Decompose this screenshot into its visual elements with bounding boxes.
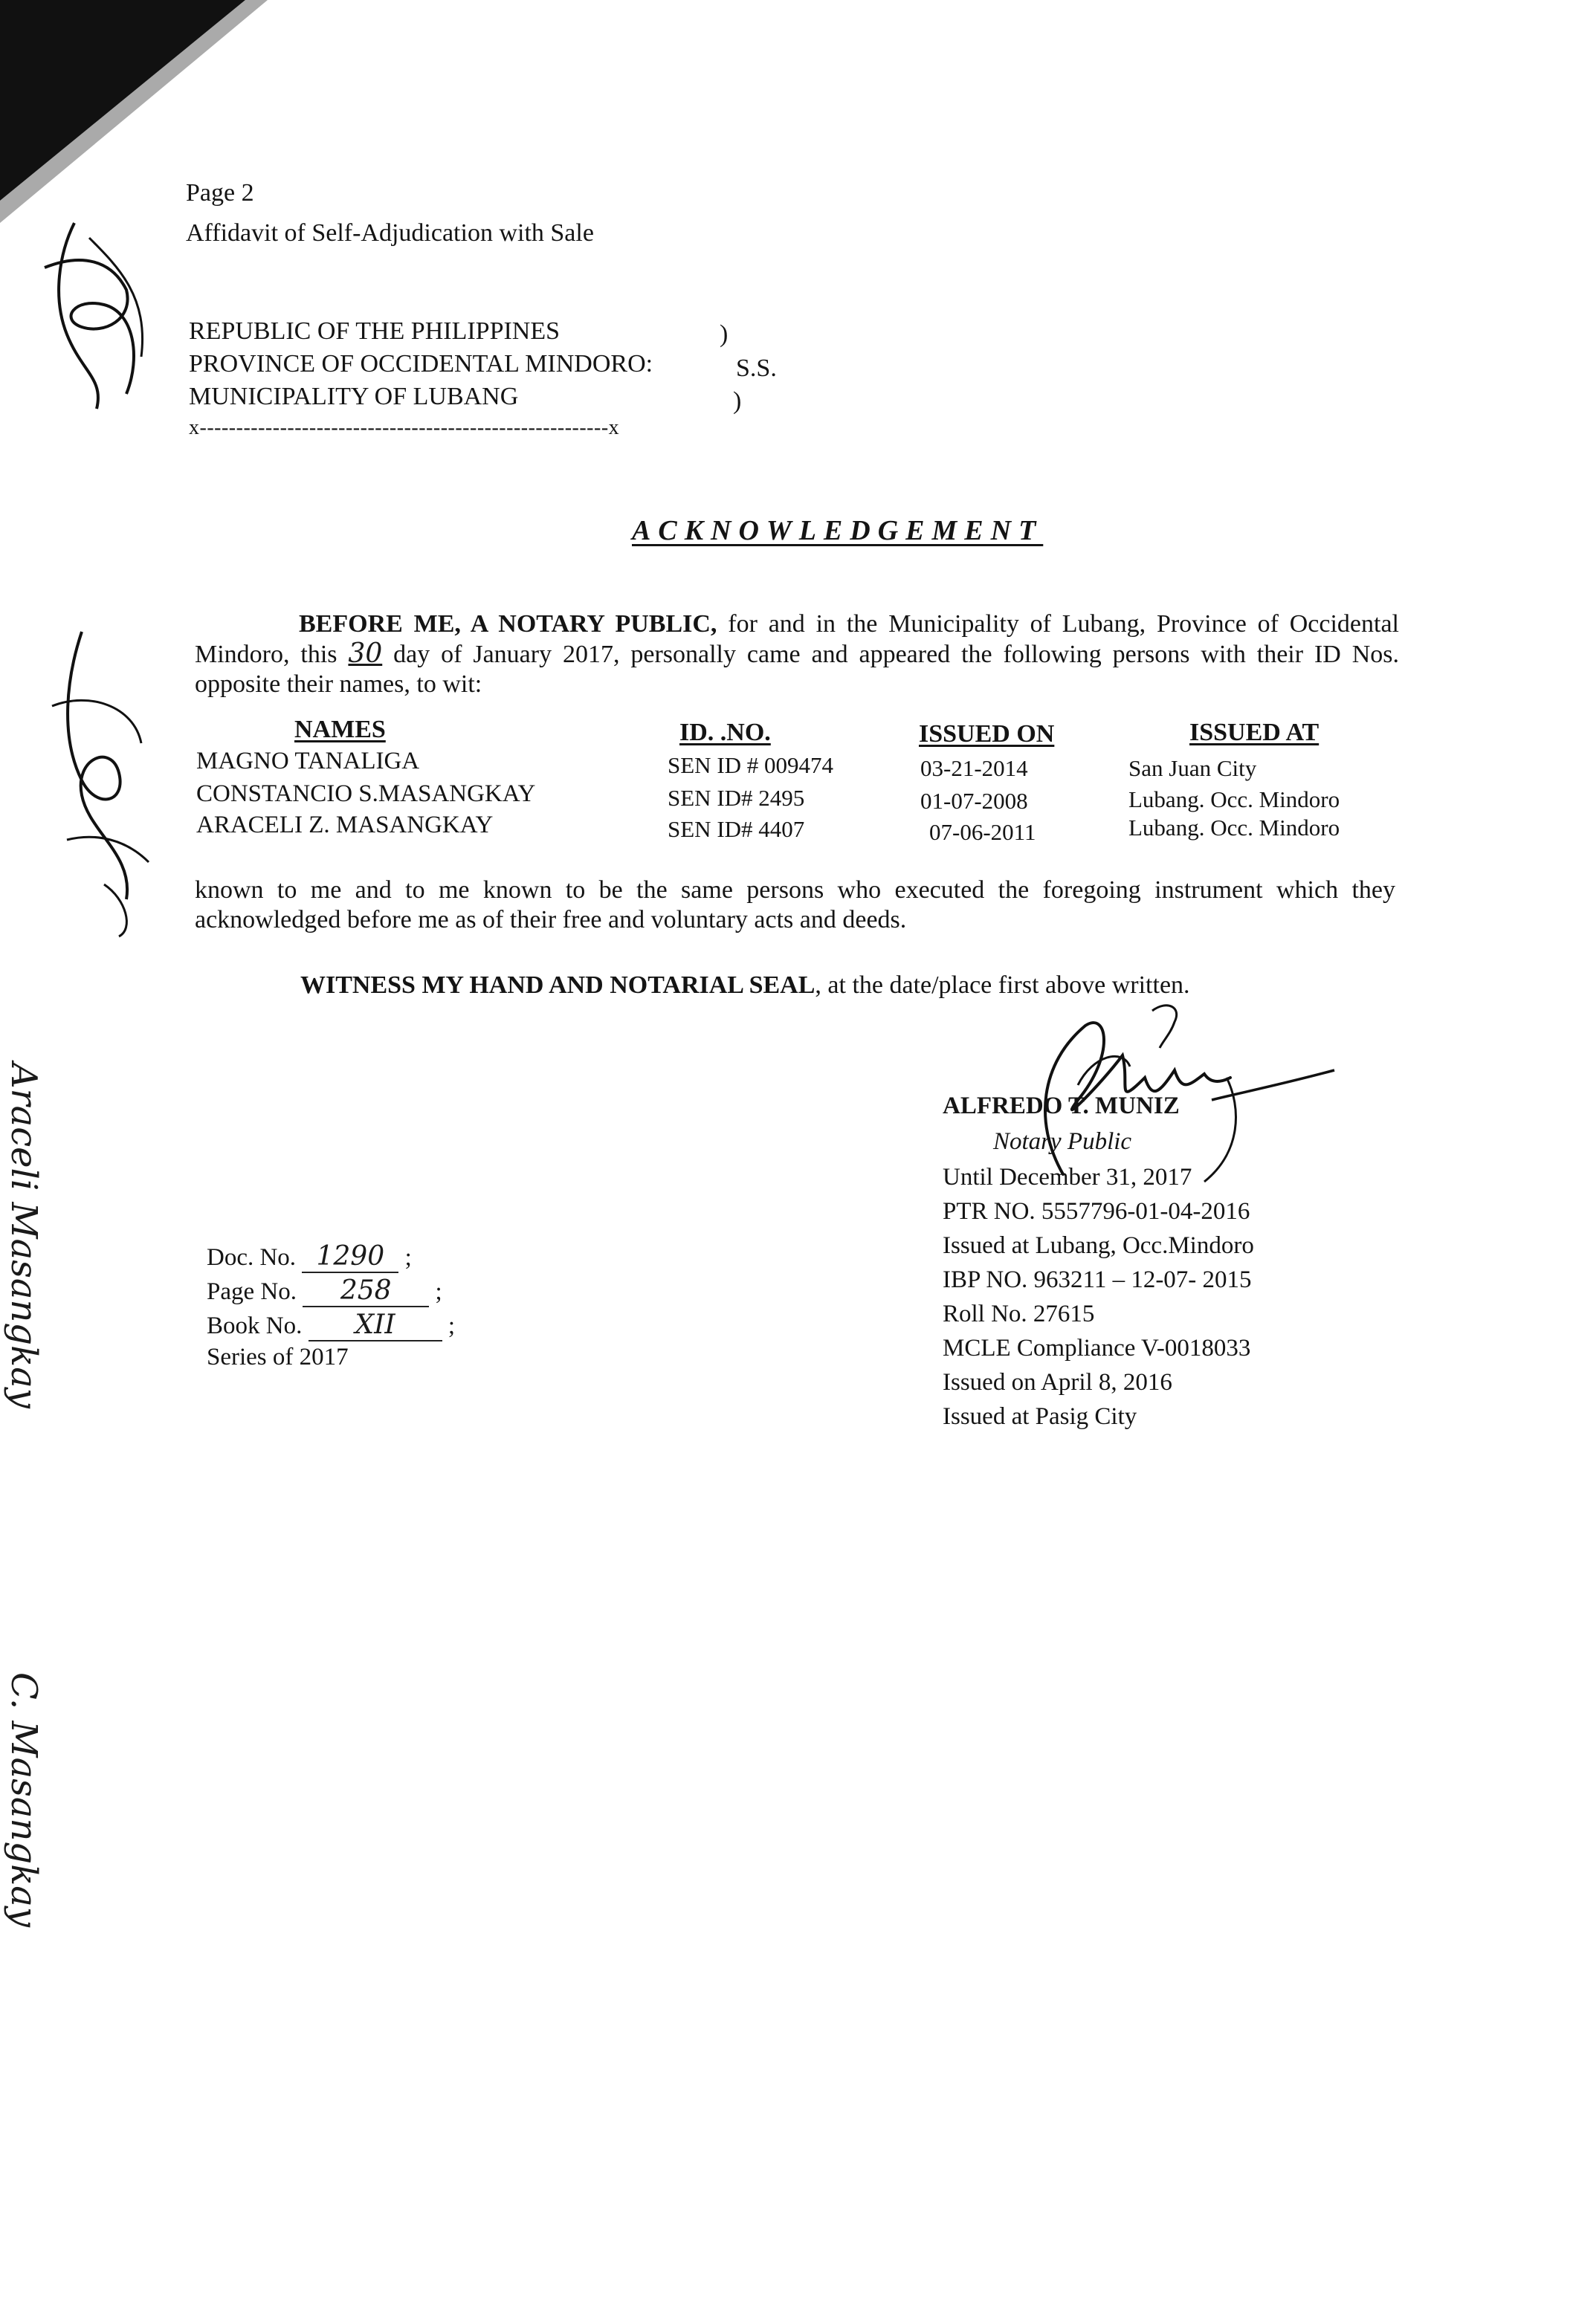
docket-doc-terminator: ; xyxy=(404,1244,412,1271)
venue-divider: x--------------------------------------------------------x xyxy=(189,416,620,439)
row3-name: ARACELI Z. MASANGKAY xyxy=(196,812,494,838)
row2-name: CONSTANCIO S.MASANGKAY xyxy=(196,780,536,807)
row3-issued-at: Lubang. Occ. Mindoro xyxy=(1128,815,1340,841)
docket-doc-label: Doc. No. xyxy=(207,1244,297,1271)
venue-ss: S.S. xyxy=(736,355,777,382)
notary-ptr: PTR NO. 5557796-01-04-2016 xyxy=(943,1198,1250,1225)
notary-name: ALFREDO T. MUNIZ xyxy=(943,1093,1180,1119)
notary-mcle-issued: Issued on April 8, 2016 xyxy=(943,1369,1172,1396)
notary-roll: Roll No. 27615 xyxy=(943,1301,1095,1327)
notary-title: Notary Public xyxy=(993,1128,1132,1155)
margin-signature-initials-1 xyxy=(15,208,164,431)
intro-day-handwritten: 30 xyxy=(348,638,383,669)
row1-issued-at: San Juan City xyxy=(1128,755,1257,781)
docket-book xyxy=(207,1310,455,1341)
witness-rest: , at the date/place first above written. xyxy=(815,971,1190,999)
docket-page xyxy=(207,1275,442,1307)
docket-doc xyxy=(207,1241,412,1273)
docket-doc-value: 1290 xyxy=(302,1241,398,1273)
th-issued-on: ISSUED ON xyxy=(919,720,1055,748)
row2-issued-on: 01-07-2008 xyxy=(920,788,1028,814)
venue-republic: REPUBLIC OF THE PHILIPPINES xyxy=(189,317,561,345)
venue-mark-3: ) xyxy=(733,387,742,415)
row2-issued-at: Lubang. Occ. Mindoro xyxy=(1128,786,1340,812)
intro-paragraph xyxy=(195,609,1399,699)
th-names: NAMES xyxy=(294,716,386,743)
row1-id: SEN ID # 009474 xyxy=(668,752,834,778)
row3-issued-on: 07-06-2011 xyxy=(929,819,1036,845)
notary-commission: Until December 31, 2017 xyxy=(943,1164,1192,1191)
notary-signature xyxy=(929,996,1346,1189)
margin-signature-constancio: C. Masangkay xyxy=(3,1672,45,1928)
docket-series: Series of 2017 xyxy=(207,1344,349,1370)
notary-mcle-place: Issued at Pasig City xyxy=(943,1403,1137,1430)
docket-page-value: 258 xyxy=(303,1275,429,1307)
th-issued-at: ISSUED AT xyxy=(1189,719,1320,746)
margin-signature-araceli: Araceli Masangkay xyxy=(3,1063,45,1408)
venue-province: PROVINCE OF OCCIDENTAL MINDORO: xyxy=(189,350,653,378)
docket-book-label: Book No. xyxy=(207,1312,303,1339)
witness-bold: WITNESS MY HAND AND NOTARIAL SEAL xyxy=(300,971,815,999)
docket-book-value: XII xyxy=(309,1310,442,1341)
notary-ptr-issued: Issued at Lubang, Occ.Mindoro xyxy=(943,1232,1254,1259)
docket-page-terminator: ; xyxy=(435,1278,442,1305)
notary-ibp: IBP NO. 963211 – 12-07- 2015 xyxy=(943,1266,1252,1293)
row3-id: SEN ID# 4407 xyxy=(668,816,805,842)
intro-lead: BEFORE ME, A NOTARY PUBLIC, xyxy=(299,610,717,638)
notary-mcle: MCLE Compliance V-0018033 xyxy=(943,1335,1251,1362)
venue-municipality: MUNICIPALITY OF LUBANG xyxy=(189,383,519,410)
page-label: Page 2 xyxy=(186,179,254,207)
acknowledgement-heading: ACKNOWLEDGEMENT xyxy=(632,515,1044,546)
row1-issued-on: 03-21-2014 xyxy=(920,755,1028,781)
docket-page-label: Page No. xyxy=(207,1278,297,1305)
th-id-no: ID. .NO. xyxy=(679,719,771,746)
intro-text-b: day of January 2017, personally came and appeared the following persons with their ID Nos. opposite their names, to wit: xyxy=(195,641,1400,698)
margin-signature-initials-2 xyxy=(15,617,171,944)
docket-book-terminator: ; xyxy=(448,1312,456,1339)
row2-id: SEN ID# 2495 xyxy=(668,785,805,811)
closing-paragraph: known to me and to me known to be the same persons who executed the foregoing instrument which they acknowledged before me as of their free and voluntary acts and deeds. xyxy=(195,876,1395,933)
intro-text-a: for and in the Municipality of Lubang, Province of Occidental Mindoro, this xyxy=(195,610,1400,668)
document-title: Affidavit of Self-Adjudication with Sale xyxy=(186,219,594,247)
venue-mark-1: ) xyxy=(720,320,729,348)
row1-name: MAGNO TANALIGA xyxy=(196,748,420,774)
